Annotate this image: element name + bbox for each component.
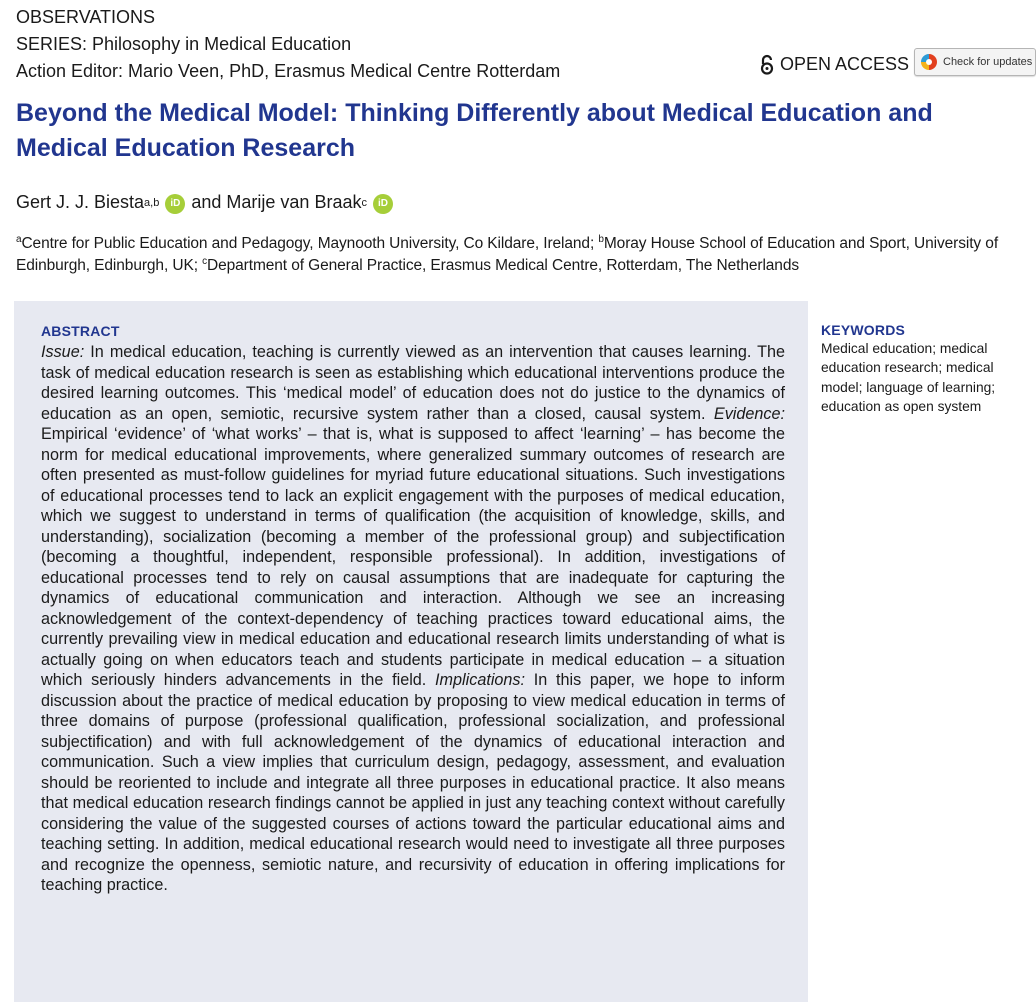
orcid-icon[interactable]: iD bbox=[373, 194, 393, 214]
abstract-text bbox=[41, 342, 785, 896]
series-label: SERIES: Philosophy in Medical Education bbox=[16, 34, 352, 54]
section-label: OBSERVATIONS bbox=[16, 7, 156, 27]
evidence-text: Empirical ‘evidence’ of ‘what works’ – that is, what is supposed to affect ‘learning’ – has become the norm for medical educational improvements, where generalized summary outcomes of research are often presented as must-follow guidelines for myriad future educational situations. Such investigations of educational processes tend to lack an explicit engagement with the purposes of medical education, which we suggest to understand in terms of qualification (the acquisition of knowledge, skills, and understanding), socialization (becoming a member of the professional group) and subjectification (becoming a thoughtful, independent, responsible professional). In addition, investigations of educational processes tend to rely on causal assumptions that are inadequate for capturing the dynamics of educational communication and interaction. Although we see an increasing acknowledgement of the context-dependency of teaching practices toward educational aims, the currently prevailing view in medical education and educational research limits understanding of what is actually going on when educators teach and students participate in medical education – a situation which seriously hinders advancements in the field. bbox=[41, 425, 785, 689]
affiliations bbox=[16, 233, 1006, 277]
keywords-heading: KEYWORDS bbox=[821, 322, 906, 338]
orcid-icon[interactable]: iD bbox=[165, 194, 185, 214]
affiliation-mark: c bbox=[202, 255, 208, 267]
author-name: Gert J. J. Biesta bbox=[16, 192, 145, 212]
affiliation-a: Centre for Public Education and Pedagogy, Maynooth University, Co Kildare, Ireland; bbox=[21, 235, 595, 252]
crossmark-icon bbox=[921, 54, 937, 70]
affiliation-c: Department of General Practice, Erasmus Medical Centre, Rotterdam, The Netherlands bbox=[207, 257, 800, 274]
author-conjunction: and bbox=[191, 192, 222, 212]
author-list: Gert J. J. Biesta a,b iD and Marije van Braak c iD bbox=[16, 192, 399, 213]
open-access-label: OPEN ACCESS bbox=[780, 54, 910, 74]
evidence-label: Evidence: bbox=[713, 404, 785, 423]
article-header bbox=[16, 4, 560, 85]
affiliation-mark: a bbox=[16, 233, 22, 245]
abstract-panel bbox=[14, 301, 808, 1002]
article-title: Beyond the Medical Model: Thinking Differently about Medical Education and Medical Education Research bbox=[16, 99, 933, 162]
check-for-updates-button[interactable] bbox=[914, 48, 1036, 76]
affiliation-b: Moray House School of Education and Sport, University of Edinburgh, Edinburgh, UK; bbox=[16, 235, 999, 274]
implications-text: In this paper, we hope to inform discussion about the practice of medical education by proposing to view medical education in terms of three domains of purpose (professional qualification, professional socialization, and professional subjectification) and with full acknowledgement of the dynamics of educational interaction and communication. Such a view implies that curriculum design, pedagogy, assessment, and evaluation should be reoriented to include and integrate all three purposes in educational practice. It also means that medical education research findings cannot be applied in just any teaching context without carefully considering the value of the suggested courses of actions toward the particular educational aims and teaching setting. In addition, medical educational research would need to investigate all three purposes and recognize the openness, semiotic nature, and recursivity of education in offering implications for teaching practice. bbox=[41, 671, 786, 894]
check-updates-label: Check for updates bbox=[943, 56, 1033, 68]
open-lock-icon bbox=[760, 55, 774, 75]
affiliation-mark: b bbox=[598, 233, 604, 245]
keywords-list: Medical education; medical education research; medical model; language of learning; education as open system bbox=[821, 341, 996, 415]
keywords-panel bbox=[821, 322, 1011, 417]
implications-label: Implications: bbox=[435, 671, 526, 689]
action-editor: Action Editor: Mario Veen, PhD, Erasmus Medical Centre Rotterdam bbox=[16, 61, 561, 81]
author-name: Marije van Braak bbox=[226, 192, 362, 212]
abstract-heading: ABSTRACT bbox=[41, 323, 120, 339]
issue-label: Issue: bbox=[41, 343, 85, 361]
open-access-badge bbox=[760, 54, 909, 75]
issue-text: In medical education, teaching is currently viewed as an intervention that causes learning. The task of medical education research is seen as establishing which educational interventions produce the desired learning outcomes. This ‘medical model’ of education does not do justice to the dynamics of education as an open, semiotic, recursive system rather than a closed, causal system. bbox=[41, 343, 786, 423]
